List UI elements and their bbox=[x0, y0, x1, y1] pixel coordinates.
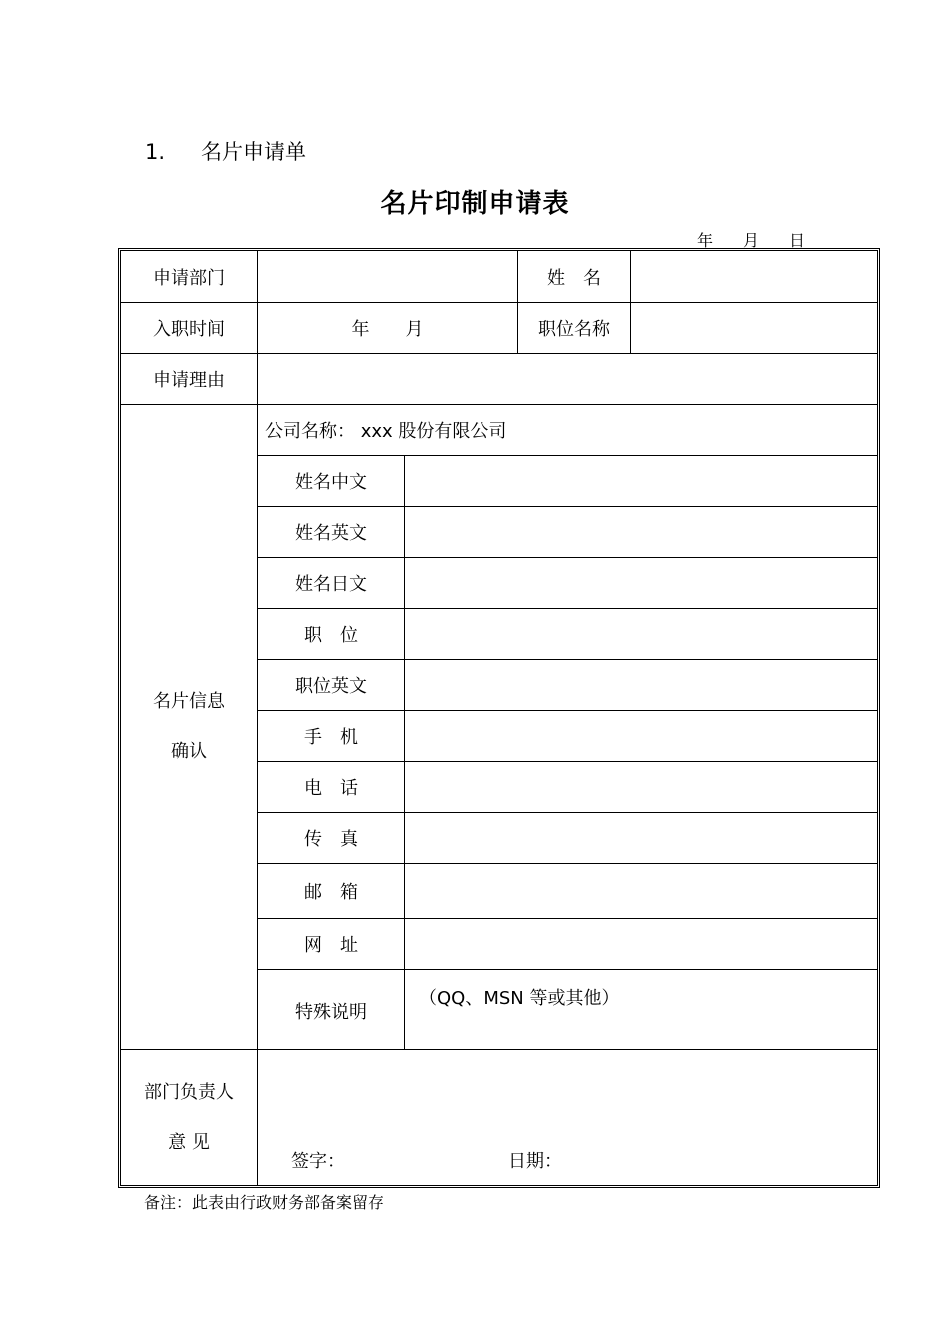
dept-label: 申请部门 bbox=[153, 267, 225, 289]
card-info-label-line1: 名片信息 bbox=[153, 691, 225, 712]
field-input-fax[interactable] bbox=[405, 813, 877, 863]
special-hint: （QQ、MSN 等或其他） bbox=[419, 988, 620, 1009]
field-input-phone[interactable] bbox=[405, 762, 877, 812]
join-date-field[interactable]: 年 月 bbox=[351, 319, 424, 340]
form-title: 名片印制申请表 bbox=[380, 189, 570, 219]
field-input-website[interactable] bbox=[405, 919, 877, 969]
field-input-name-cn[interactable] bbox=[405, 456, 877, 506]
manager-opinion-field[interactable] bbox=[258, 1050, 877, 1185]
field-label-email: 邮 箱 bbox=[304, 882, 358, 903]
date-label: 日期： bbox=[508, 1151, 562, 1172]
field-input-position-en[interactable] bbox=[405, 660, 877, 710]
field-label-website: 网 址 bbox=[304, 935, 358, 956]
special-label: 特殊说明 bbox=[295, 1001, 367, 1023]
section-number: 1. bbox=[145, 140, 166, 164]
join-date-label: 入职时间 bbox=[153, 319, 225, 340]
date-day: 日 bbox=[789, 231, 806, 250]
section-heading bbox=[145, 136, 306, 166]
company-name-line: 公司名称： xxx 股份有限公司 bbox=[265, 421, 507, 442]
sign-label: 签字： bbox=[291, 1151, 345, 1172]
card-info-label bbox=[121, 405, 257, 1049]
section-title: 名片申请单 bbox=[201, 140, 306, 164]
name-field[interactable] bbox=[631, 251, 877, 302]
special-field[interactable] bbox=[405, 970, 877, 1049]
manager-label-line2: 意 见 bbox=[168, 1131, 210, 1153]
field-label-name-jp: 姓名日文 bbox=[295, 574, 367, 595]
field-label-phone: 电 话 bbox=[304, 778, 358, 799]
field-label-name-en: 姓名英文 bbox=[295, 523, 367, 544]
field-input-email[interactable] bbox=[405, 864, 877, 918]
manager-opinion-label bbox=[121, 1050, 257, 1185]
field-label-position: 职 位 bbox=[304, 625, 358, 646]
field-input-mobile[interactable] bbox=[405, 711, 877, 761]
reason-field[interactable] bbox=[258, 354, 877, 404]
reason-label: 申请理由 bbox=[153, 370, 225, 391]
date-month: 月 bbox=[743, 231, 760, 250]
application-form-table bbox=[118, 248, 880, 1188]
field-label-mobile: 手 机 bbox=[304, 727, 358, 748]
field-label-name-cn: 姓名中文 bbox=[295, 472, 367, 493]
dept-field[interactable] bbox=[258, 251, 517, 302]
field-label-position-en: 职位英文 bbox=[295, 676, 367, 697]
field-input-position[interactable] bbox=[405, 609, 877, 659]
position-field[interactable] bbox=[631, 303, 877, 353]
form-note: 备注：此表由行政财务部备案留存 bbox=[144, 1193, 385, 1212]
position-label: 职位名称 bbox=[538, 319, 610, 340]
field-input-name-jp[interactable] bbox=[405, 558, 877, 608]
field-input-name-en[interactable] bbox=[405, 507, 877, 557]
date-year: 年 bbox=[697, 231, 714, 250]
name-label: 姓 名 bbox=[547, 267, 601, 289]
field-label-fax: 传 真 bbox=[304, 829, 358, 850]
card-info-label-line2: 确认 bbox=[171, 741, 207, 762]
manager-label-line1: 部门负责人 bbox=[144, 1081, 234, 1103]
